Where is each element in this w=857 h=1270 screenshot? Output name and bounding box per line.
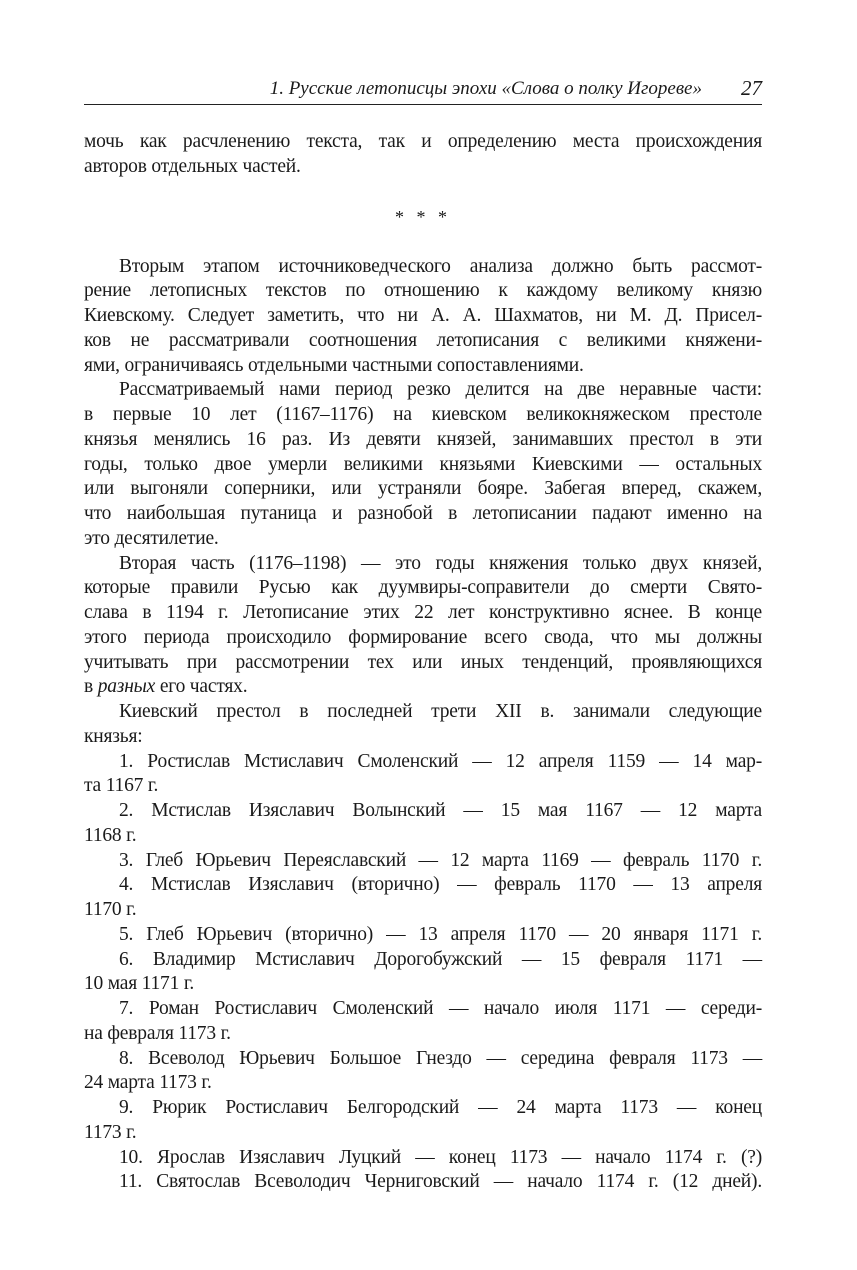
text-line: та 1167 г.	[84, 775, 159, 797]
section-separator: * * *	[395, 206, 451, 227]
text-line: которые правили Русью как дуумвиры-соправители до смерти Свято-	[84, 577, 762, 599]
text-line: слава в 1194 г. Летописание этих 22 лет конструктивно яснее. В конце	[84, 602, 762, 623]
text-line: в первые 10 лет (1167–1176) на киевском великокняжеском престоле	[84, 404, 762, 425]
text-line: Киевский престол в последней трети XII в. занимали следующие	[119, 701, 762, 722]
text-line: 10 мая 1171 г.	[84, 973, 195, 995]
text-segment: в	[84, 676, 98, 698]
emphasis: разных	[97, 676, 156, 698]
running-header	[84, 76, 762, 105]
text-line: это десятилетие.	[84, 527, 219, 549]
text-line: 2. Мстислав Изяславич Волынский — 15 мая 1167 — 12 марта	[119, 800, 762, 821]
chapter-title: 1. Русские летописцы эпохи «Слова о полку Игореве»	[269, 78, 702, 99]
text-line: 10. Ярослав Изяславич Луцкий — конец 1173 — начало 1174 г. (?)	[119, 1146, 762, 1168]
text-line	[84, 675, 762, 700]
text-line: 8. Всеволод Юрьевич Большое Гнездо — середина февраля 1173 —	[119, 1047, 762, 1069]
text-line: что наибольшая путаница и разнобой в летописании падают именно на	[84, 503, 762, 524]
text-line: 5. Глеб Юрьевич (вторично) — 13 апреля 1170 — 20 января 1171 г.	[119, 923, 762, 945]
text-line: 1173 г.	[84, 1121, 137, 1143]
text-line: Рассматриваемый нами период резко делится на две неравные части:	[119, 379, 762, 401]
text-line: ков не рассматривали соотношения летописания с великими княжени-	[84, 329, 762, 351]
text-line: 11. Святослав Всеволодич Черниговский — начало 1174 г. (12 дней).	[119, 1171, 762, 1193]
text-line: авторов отдельных частей.	[84, 155, 301, 177]
text-line: 4. Мстислав Изяславич (вторично) — февраль 1170 — 13 апреля	[119, 874, 762, 896]
paragraph-continued	[84, 130, 762, 180]
text-line: рение летописных текстов по отношению к каждому великому князю	[84, 280, 762, 302]
text-line: Киевскому. Следует заметить, что ни А. А. Шахматов, ни М. Д. Присел-	[84, 305, 762, 326]
page-body	[84, 130, 762, 1195]
text-line: князья менялись 16 раз. Из девяти князей, занимавших престол в эти	[84, 428, 762, 450]
text-line: князья:	[84, 725, 143, 747]
text-line: 3. Глеб Юрьевич Переяславский — 12 марта 1169 — февраль 1170 г.	[119, 849, 762, 871]
text-line: или выгоняли соперники, или устраняли бояре. Забегая вперед, скажем,	[84, 478, 762, 500]
text-line: 1170 г.	[84, 899, 137, 920]
text-line: на февраля 1173 г.	[84, 1022, 231, 1044]
text-line: учитывать при рассмотрении тех или иных тенденций, проявляющихся	[84, 651, 762, 673]
text-line: 1168 г.	[84, 824, 137, 846]
text-line: годы, только двое умерли великими князьями Киевскими — остальных	[84, 453, 762, 475]
main-text	[84, 255, 762, 1196]
text-line: Вторым этапом источниковедческого анализа должно быть рассмот-	[119, 255, 762, 277]
text-line: 24 марта 1173 г.	[84, 1072, 212, 1094]
text-line: этого периода происходило формирование всего свода, что мы должны	[84, 626, 762, 648]
text-line: 7. Роман Ростиславич Смоленский — начало июля 1171 — середи-	[119, 998, 762, 1019]
text-line: ями, ограничиваясь отдельными частными сопоставлениями.	[84, 354, 584, 376]
page-number: 27	[741, 76, 762, 100]
text-line: 9. Рюрик Ростиславич Белгородский — 24 марта 1173 — конец	[119, 1097, 762, 1118]
text-line: Вторая часть (1176–1198) — это годы княжения только двух князей,	[119, 552, 762, 574]
text-segment: его частях.	[155, 676, 248, 698]
text-line: 1. Ростислав Мстиславич Смоленский — 12 апреля 1159 — 14 мар-	[119, 750, 762, 772]
text-line: мочь как расчленению текста, так и определению места происхождения	[84, 131, 762, 152]
text-line: 6. Владимир Мстиславич Дорогобужский — 15 февраля 1171 —	[119, 948, 762, 970]
